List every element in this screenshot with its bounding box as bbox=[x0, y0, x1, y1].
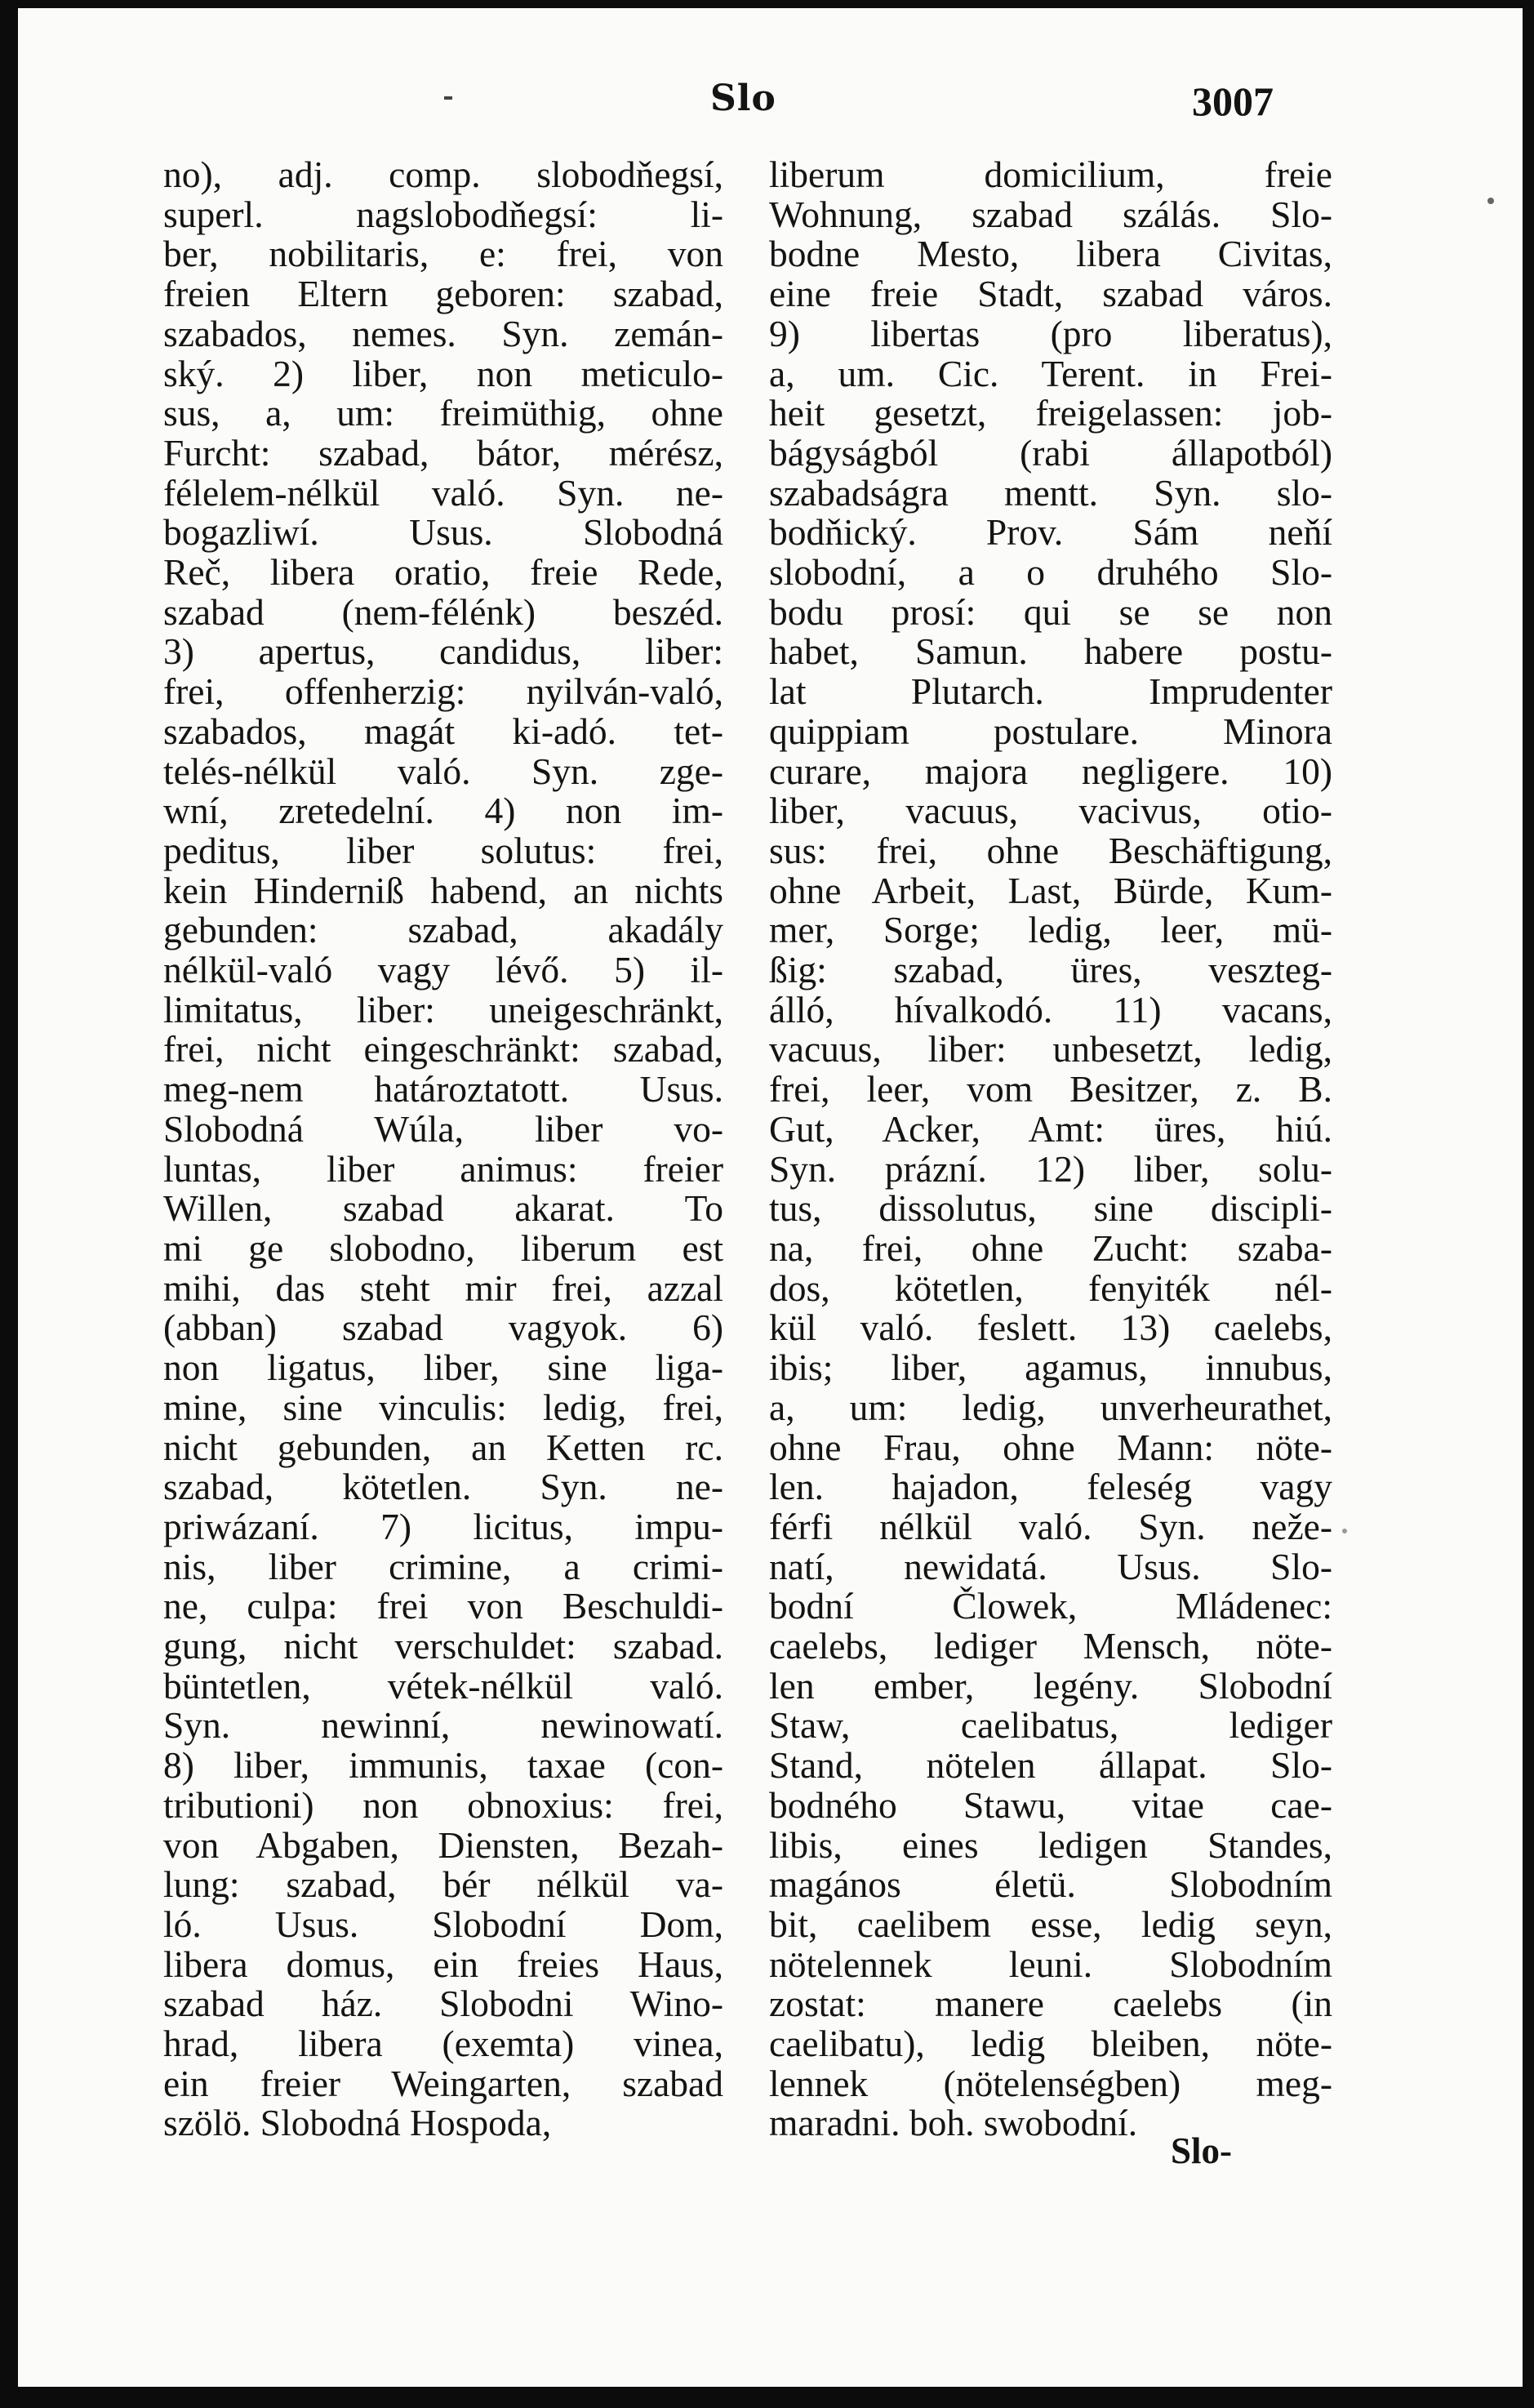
right-column-line: férfi nélkül való. Syn. neže- bbox=[769, 1505, 1332, 1547]
right-column-line: Stand, nötelen állapat. Slo- bbox=[769, 1744, 1332, 1787]
right-column-line: liberum domicilium, freie bbox=[769, 154, 1332, 195]
left-column-line: mi ge slobodno, liberum est bbox=[163, 1226, 723, 1269]
right-column-line: len. hajadon, feleség vagy bbox=[769, 1466, 1332, 1508]
right-column-line: tus, dissolutus, sine discipli- bbox=[769, 1187, 1332, 1230]
left-column-line: limitatus, liber: uneigeschränkt, bbox=[163, 988, 723, 1030]
right-column-line: len ember, legény. Slobodní bbox=[769, 1664, 1332, 1707]
right-column-line: zostat: manere caelebs (in bbox=[769, 1983, 1332, 2025]
left-column-line: von Abgaben, Diensten, Bezah- bbox=[163, 1823, 723, 1866]
left-column-line: sus, a, um: freimüthig, ohne bbox=[163, 392, 723, 434]
right-column-line: vacuus, liber: unbesetzt, ledig, bbox=[769, 1028, 1332, 1070]
left-column-line: Willen, szabad akarat. To bbox=[163, 1187, 723, 1230]
left-column-line: mihi, das steht mir frei, azzal bbox=[163, 1266, 723, 1309]
right-column-line: sus: frei, ohne Beschäftigung, bbox=[769, 829, 1332, 871]
left-column-line: szabad, kötetlen. Syn. ne- bbox=[163, 1466, 723, 1508]
left-column-line: tributioni) non obnoxius: frei, bbox=[163, 1783, 723, 1826]
left-column-line: bogazliwí. Usus. Slobodná bbox=[163, 511, 723, 554]
right-column-line: eine freie Stadt, szabad város. bbox=[769, 273, 1332, 315]
left-column-line: ber, nobilitaris, e: frei, von bbox=[163, 233, 723, 275]
left-column-line: superl. nagslobodňegsí: li- bbox=[163, 193, 723, 235]
left-column-line: ne, culpa: frei von Beschuldi- bbox=[163, 1585, 723, 1627]
right-column-line: szabadságra mentt. Syn. slo- bbox=[769, 471, 1332, 514]
print-mark bbox=[444, 96, 452, 100]
margin-speck bbox=[1342, 1529, 1347, 1533]
left-column-line: luntas, liber animus: freier bbox=[163, 1147, 723, 1190]
right-column-line: 9) libertas (pro liberatus), bbox=[769, 312, 1332, 354]
left-column-line: nélkül-való vagy lévő. 5) il- bbox=[163, 949, 723, 991]
left-column-line: szabados, magát ki-adó. tet- bbox=[163, 710, 723, 752]
right-column-line: libis, eines ledigen Standes, bbox=[769, 1823, 1332, 1866]
left-column-line: Syn. newinní, newinowatí. bbox=[163, 1704, 723, 1747]
left-column-line: ló. Usus. Slobodní Dom, bbox=[163, 1903, 723, 1945]
left-column-line: nis, liber crimine, a crimi- bbox=[163, 1545, 723, 1587]
right-column-line: bágyságból (rabi állapotból) bbox=[769, 431, 1332, 474]
left-column-line: félelem-nélkül való. Syn. ne- bbox=[163, 471, 723, 514]
left-column-line: szabad (nem-félénk) beszéd. bbox=[163, 590, 723, 633]
right-column-line: Staw, caelibatus, lediger bbox=[769, 1704, 1332, 1747]
right-column-line: bodňický. Prov. Sám neňí bbox=[769, 511, 1332, 554]
left-column-line: no), adj. comp. slobodňegsí, bbox=[163, 154, 723, 195]
left-column-line: szölö. Slobodná Hospoda, bbox=[163, 2102, 552, 2144]
right-column-line: heit gesetzt, freigelassen: job- bbox=[769, 392, 1332, 434]
left-column-line: freien Eltern geboren: szabad, bbox=[163, 273, 723, 315]
right-column-line: curare, majora negligere. 10) bbox=[769, 750, 1332, 792]
right-column-line: ohne Arbeit, Last, Bürde, Kum- bbox=[769, 869, 1332, 911]
right-column-line: maradni. boh. swobodní. bbox=[769, 2102, 1138, 2144]
right-column-line: a, um. Cic. Terent. in Frei- bbox=[769, 352, 1332, 394]
right-column-line: kül való. feslett. 13) caelebs, bbox=[769, 1306, 1332, 1349]
left-column-line: kein Hinderniß habend, an nichts bbox=[163, 869, 723, 911]
left-column-line: (abban) szabad vagyok. 6) bbox=[163, 1306, 723, 1349]
left-column bbox=[163, 155, 723, 2143]
right-column-line: ohne Frau, ohne Mann: nöte- bbox=[769, 1426, 1332, 1468]
right-column-line: slobodní, a o druhého Slo- bbox=[769, 551, 1332, 594]
right-column-line: caelebs, lediger Mensch, nöte- bbox=[769, 1625, 1332, 1667]
right-column-line: bodní Člowek, Mládenec: bbox=[769, 1585, 1332, 1627]
page-number: 3007 bbox=[1192, 78, 1274, 124]
left-column-line: wní, zretedelní. 4) non im- bbox=[163, 790, 723, 832]
left-column-line: meg-nem határoztatott. Usus. bbox=[163, 1068, 723, 1111]
left-column-line: Slobodná Wúla, liber vo- bbox=[163, 1107, 723, 1150]
right-column-line: mer, Sorge; ledig, leer, mü- bbox=[769, 909, 1332, 951]
left-column-line: libera domus, ein freies Haus, bbox=[163, 1943, 723, 1985]
right-column-line: Wohnung, szabad szálás. Slo- bbox=[769, 193, 1332, 235]
right-column bbox=[769, 155, 1332, 2143]
right-column-line: dos, kötetlen, fenyiték nél- bbox=[769, 1266, 1332, 1309]
right-column-line: frei, leer, vom Besitzer, z. B. bbox=[769, 1068, 1332, 1111]
right-column-line: ßig: szabad, üres, veszteg- bbox=[769, 949, 1332, 991]
left-column-line: gung, nicht verschuldet: szabad. bbox=[163, 1625, 723, 1667]
right-column-line: lat Plutarch. Imprudenter bbox=[769, 670, 1332, 713]
left-column-line: büntetlen, vétek-nélkül való. bbox=[163, 1664, 723, 1707]
right-column-line: natí, newidatá. Usus. Slo- bbox=[769, 1545, 1332, 1587]
left-column-line: telés-nélkül való. Syn. zge- bbox=[163, 750, 723, 792]
left-column-line: Reč, libera oratio, freie Rede, bbox=[163, 551, 723, 594]
left-column-line: szabad ház. Slobodni Wino- bbox=[163, 1983, 723, 2025]
left-column-line: peditus, liber solutus: frei, bbox=[163, 829, 723, 871]
left-column-line: frei, offenherzig: nyilván-való, bbox=[163, 670, 723, 713]
right-column-line: bodného Stawu, vitae cae- bbox=[769, 1783, 1332, 1826]
left-column-line: szabados, nemes. Syn. zemán- bbox=[163, 312, 723, 354]
left-column-line: 8) liber, immunis, taxae (con- bbox=[163, 1744, 723, 1787]
margin-speck bbox=[1487, 198, 1494, 204]
right-column-line: quippiam postulare. Minora bbox=[769, 710, 1332, 752]
left-column-line: priwázaní. 7) licitus, impu- bbox=[163, 1505, 723, 1547]
catchword: Slo- bbox=[1171, 2130, 1233, 2171]
left-column-line: gebunden: szabad, akadály bbox=[163, 909, 723, 951]
right-column-line: liber, vacuus, vacivus, otio- bbox=[769, 790, 1332, 832]
left-column-line: lung: szabad, bér nélkül va- bbox=[163, 1863, 723, 1906]
right-column-line: bodne Mesto, libera Civitas, bbox=[769, 233, 1332, 275]
left-column-line: 3) apertus, candidus, liber: bbox=[163, 630, 723, 673]
left-column-line: mine, sine vinculis: ledig, frei, bbox=[163, 1386, 723, 1428]
running-head: Slo bbox=[710, 78, 776, 119]
right-column-line: a, um: ledig, unverheurathet, bbox=[769, 1386, 1332, 1428]
left-column-line: nicht gebunden, an Ketten rc. bbox=[163, 1426, 723, 1468]
right-column-line: álló, hívalkodó. 11) vacans, bbox=[769, 988, 1332, 1030]
left-column-line: hrad, libera (exemta) vinea, bbox=[163, 2023, 723, 2065]
right-column-line: bodu prosí: qui se se non bbox=[769, 590, 1332, 633]
right-column-line: lennek (nötelenségben) meg- bbox=[769, 2062, 1332, 2104]
right-column-line: bit, caelibem esse, ledig seyn, bbox=[769, 1903, 1332, 1945]
left-column-line: ský. 2) liber, non meticulo- bbox=[163, 352, 723, 394]
right-column-line: caelibatu), ledig bleiben, nöte- bbox=[769, 2023, 1332, 2065]
right-column-line: na, frei, ohne Zucht: szaba- bbox=[769, 1226, 1332, 1269]
left-column-line: Furcht: szabad, bátor, mérész, bbox=[163, 431, 723, 474]
right-column-line: habet, Samun. habere postu- bbox=[769, 630, 1332, 673]
right-column-line: ibis; liber, agamus, innubus, bbox=[769, 1346, 1332, 1389]
right-column-line: Syn. prázní. 12) liber, solu- bbox=[769, 1147, 1332, 1190]
left-column-line: non ligatus, liber, sine liga- bbox=[163, 1346, 723, 1389]
left-column-line: ein freier Weingarten, szabad bbox=[163, 2062, 723, 2104]
right-column-line: nötelennek leuni. Slobodním bbox=[769, 1943, 1332, 1985]
right-column-line: magános életü. Slobodním bbox=[769, 1863, 1332, 1906]
right-column-line: Gut, Acker, Amt: üres, hiú. bbox=[769, 1107, 1332, 1150]
dictionary-page bbox=[18, 8, 1523, 2387]
left-column-line: frei, nicht eingeschränkt: szabad, bbox=[163, 1028, 723, 1070]
